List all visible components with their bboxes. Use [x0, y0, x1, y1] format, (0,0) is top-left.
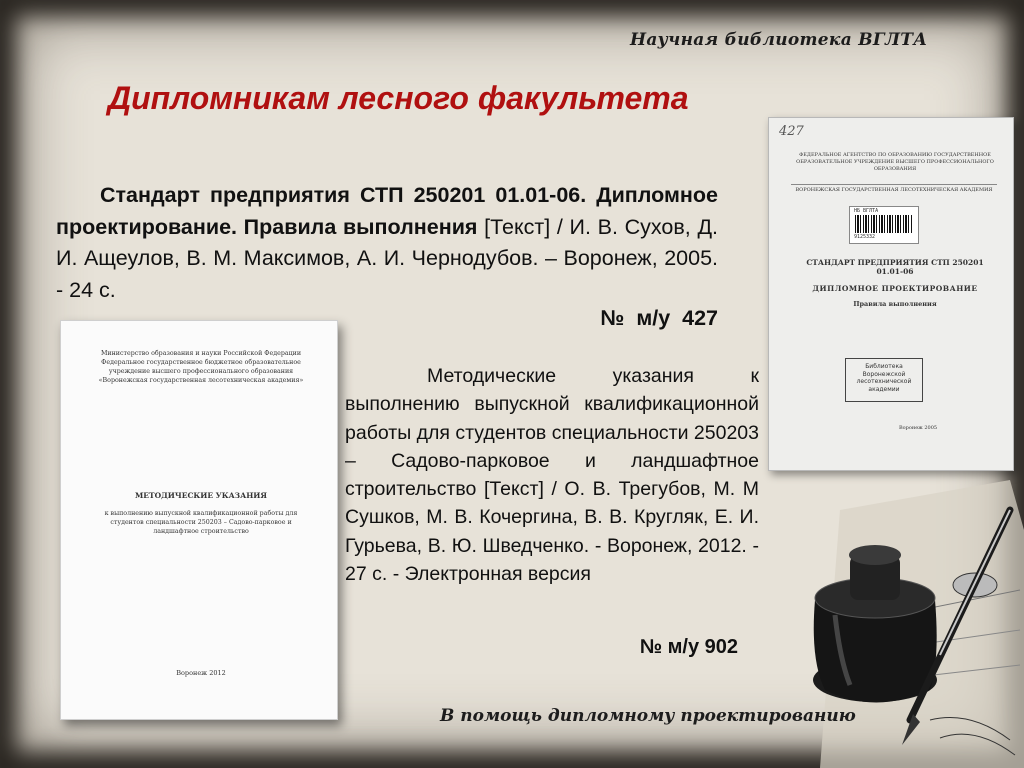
barcode-number: 9125332	[854, 234, 876, 240]
cover-2-rules: Правила выполнения	[853, 300, 937, 308]
cover-1-city-year: Воронеж 2012	[176, 669, 226, 677]
entry-2-shelf-mark: № м/у 902	[639, 636, 738, 658]
bibliographic-entry-1	[56, 180, 718, 306]
cover-2-standard: СТАНДАРТ ПРЕДПРИЯТИЯ СТП 250201 01.01-06	[806, 258, 984, 276]
entry-2-text: Методические указания к выполнению выпускной квалификационной работы для студентов специальности 250203 – Садово-парковое и ландшафтное строительство [Текст] / О. В. Трегубов, М. М Сушков, М. В. Кочергина, В. В. Кругляк, Е. И. Гурьева, В. Ю. Шведченко. - Воронеж, 2012. - 27 с. - Электронная версия	[345, 365, 759, 586]
entry-1-shelf-mark: № м/у 427	[600, 306, 718, 330]
entry-1-details: [Текст] / И. В. Сухов, Д. И. Ащеулов, В. М. Максимов, А. И. Чернодубов. – Воронеж, 2005. - 24 с.	[56, 214, 718, 302]
cover-1-ministry: Министерство образования и науки Российской Федерации Федеральное государственное бюджетное образовательное учреждение высшего профессионального образования «Воронежская государственная лесотехническая академия»	[98, 350, 304, 384]
cover-2-ministry: ФЕДЕРАЛЬНОЕ АГЕНТСТВО ПО ОБРАЗОВАНИЮ ГОСУДАРСТВЕННОЕ ОБРАЗОВАТЕЛЬНОЕ УЧРЕЖДЕНИЕ ВЫСШЕГО ПРОФЕССИОНАЛЬНОГО ОБРАЗОВАНИЯ	[796, 152, 994, 172]
entry-1-title: Стандарт предприятия СТП 250201 01.01-06. Дипломное проектирование. Правила выполнения	[56, 183, 718, 239]
barcode-icon	[855, 215, 913, 233]
cover-1-title: МЕТОДИЧЕСКИЕ УКАЗАНИЯ	[135, 491, 267, 500]
barcode-label: НБ ВГЛТА	[854, 208, 879, 214]
cover-2-city-year: Воронеж 2005	[899, 425, 938, 431]
cover-image-methodical-guide	[60, 320, 338, 720]
cover-2-academy: ВОРОНЕЖСКАЯ ГОСУДАРСТВЕННАЯ ЛЕСОТЕХНИЧЕСКАЯ АКАДЕМИЯ	[791, 184, 997, 193]
cover-image-standard	[768, 117, 1014, 471]
cover-1-subtitle: к выполнению выпускной квалификационной работы для студентов специальности 250203 – Садово-парковое и ландшафтное строительство	[104, 510, 298, 535]
footer-caption: В помощь дипломному проектированию	[440, 706, 856, 726]
bibliographic-entry-2	[345, 362, 759, 588]
cover-2-design: ДИПЛОМНОЕ ПРОЕКТИРОВАНИЕ	[812, 284, 978, 293]
barcode-sticker	[849, 206, 919, 244]
library-stamp: Библиотека Воронежской лесотехнической академии	[845, 358, 923, 402]
slide-title: Дипломникам лесного факультета	[108, 80, 689, 116]
library-header: Научная библиотека ВГЛТА	[630, 30, 928, 50]
cover-2-handwritten-number: 427	[779, 124, 804, 139]
